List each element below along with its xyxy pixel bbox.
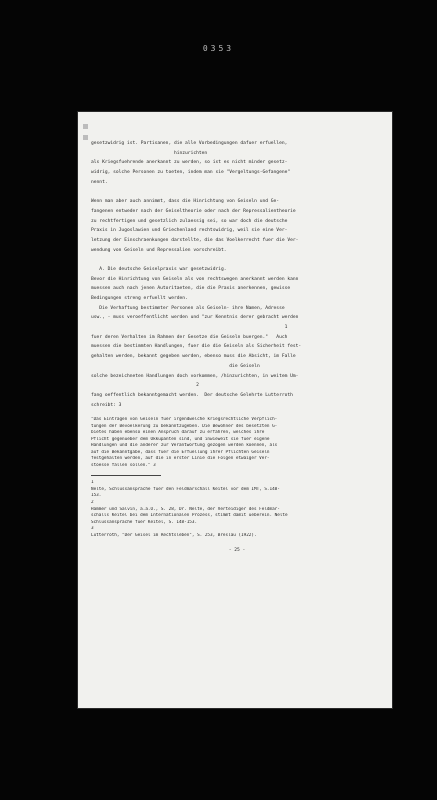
- quote-line: auf die Bekanntgabe, dass fuer die Erfuellung ihrer Pflichten Geiseln: [91, 449, 270, 455]
- quote-line: Pflicht gegenueber dem Okkupanten sind, und inwieweit sie fuer eigene: [91, 436, 270, 442]
- footnote-line: Hammer und Salvin, a.a.O., S. 28, Dr. Nelte, der Verteidiger des Feldmar-: [91, 506, 280, 512]
- footnote-divider: [91, 475, 161, 476]
- archive-stamp: 0353: [202, 44, 235, 53]
- text-line: fang oeffentlich bekanntgemacht werden. Der deutsche Gelehrte Lutterroth: [91, 392, 293, 398]
- footnote-line: 153.: [91, 493, 102, 499]
- text-line: [91, 255, 383, 265]
- quote-line: bietes haben ebenso einen Anspruch darauf zu erfahren, welches ihre: [91, 430, 265, 436]
- footnote-line: Schlussansprache fuer Keitel, S. 148-153.: [91, 519, 198, 525]
- footnote-line: schalls Keitel bei dem Internationalen Prozess, stimmt damit ueberein. Nelte: [91, 513, 288, 519]
- text-line: zu rechtfertigen und gesetzlich zulaessig sei, so war doch die deutsche: [91, 218, 288, 224]
- text-line: widrig, solche Personen zu toeten, indem man sie "Vergeltungs-Gefangene": [91, 170, 291, 176]
- text-line: fangenen entweder nach der Geiseltheorie oder nach der Repressalientheorie: [91, 208, 296, 214]
- footnote-line: 1: [91, 480, 94, 486]
- text-line: Praxis in Jugoslawien und Griechenland rechtswidrig, weil sie eine Ver-: [91, 228, 288, 234]
- footnote-line: 2: [91, 500, 94, 506]
- body-text: [91, 139, 383, 555]
- text-line: 2: [91, 383, 199, 389]
- text-line: wendung von Geiseln und Repressalien vorschreibt.: [91, 247, 227, 253]
- footnote-line: 3: [91, 526, 94, 532]
- text-line: Bevor die Hinrichtung von Geiseln als von rechtswegen anerkannt werden kann: [91, 276, 299, 282]
- text-line: schreibt: 3: [91, 402, 122, 408]
- text-line: als Kriegsfuehrende anerkannt zu werden, so ist es nicht minder gesetz-: [91, 160, 288, 166]
- quote-line: festgehalten werden, auf die in erster Linie die Folgen etwaiger Ver-: [91, 456, 270, 462]
- text-line: Wenn man aber auch annimmt, dass die Hinrichtung von Geiseln und Ge-: [91, 199, 280, 205]
- text-line: solche bezeichneten Handlungen doch vorkommen, /hinzurichten, in weitem Um-: [91, 373, 299, 379]
- text-line: die Geiseln: [91, 363, 260, 369]
- paragraph-lines: [91, 139, 383, 410]
- text-line: gesetzwidrig ist. Partisanen, die alle Vorbedingungen dafuer erfuellen,: [91, 141, 288, 146]
- text-line: letzung der Einschraenkungen darstellte, die das Voelkerrecht fuer die Ver-: [91, 237, 299, 243]
- text-line: [91, 187, 383, 197]
- text-line: A. Die deutsche Geiselpraxis war gesetzwidrig.: [91, 266, 227, 272]
- quote-line: tungen der Bevoelkerung zu bekanntzugeben. Die Bewohner des besetzten G-: [91, 423, 278, 429]
- punch-holes: [83, 124, 89, 142]
- quote-line: "Das Eintragen von Geiseln fuer irgendwelche kriegsrechtliche Verpflich-: [91, 417, 278, 423]
- footnotes: [91, 480, 383, 539]
- block-quote: [91, 417, 383, 469]
- footnote-line: Nelte, Schlussansprache fuer den Feldmarschall Keitel vor dem IMT, S.148-: [91, 486, 280, 492]
- text-line: muessen auch nach jenen Autoritaeten, die die Praxis anerkennen, gewisse: [91, 286, 291, 292]
- page-number: - 25 -: [228, 547, 246, 553]
- text-line: nennt.: [91, 179, 108, 185]
- quote-line: stoesse fallen sollen." 3: [91, 462, 156, 468]
- text-line: fuer deren Verhalten im Rahmen der Gesetze die Geiseln buergen." Auch: [91, 334, 288, 340]
- text-line: gehalten werden, bekannt gegeben werden, ebenso muss die Absicht, im Falle: [91, 354, 296, 360]
- text-line: 1: [91, 325, 288, 331]
- text-line: usw., - muss veroeffentlicht werden und "zur Kenntnis derer gebracht werden: [91, 315, 299, 321]
- text-line: muessen die bestimmten Handlungen, fuer die die Geiseln als Sicherheit fest-: [91, 344, 302, 350]
- quote-line: Handlungen und die anderer zur Verantwortung gezogen werden koennen, als: [91, 443, 278, 449]
- document-page: [78, 112, 392, 708]
- footnote-line: Lutterroth, "Der Geisel im Rechtsleben", S. 253, Breslau (1922).: [91, 533, 257, 538]
- text-line: Die Verhaftung bestimmter Personen als Geiseln- ihre Namen, Adresse: [91, 305, 285, 311]
- text-line: Bedingungen streng erfuellt werden.: [91, 296, 188, 301]
- text-line: hinzurichten: [91, 150, 208, 156]
